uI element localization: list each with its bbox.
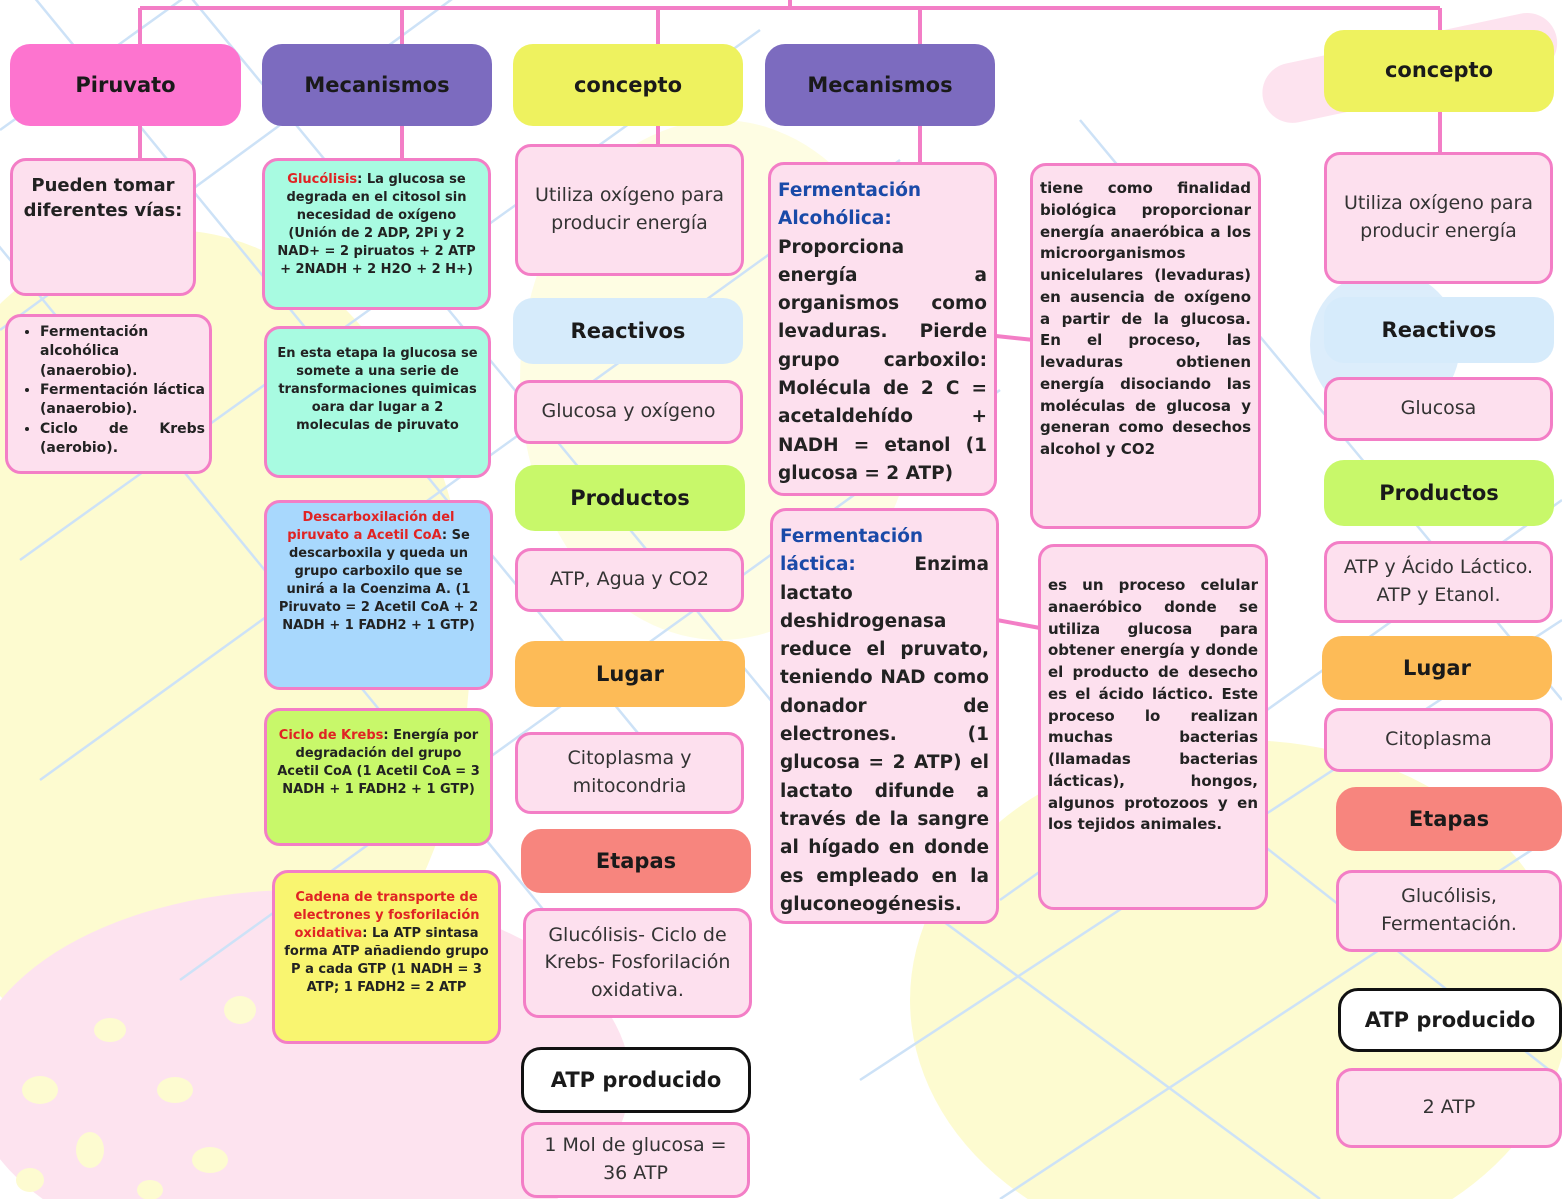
atp-header-1: ATP producido: [521, 1047, 751, 1113]
list-item: • Fermentación alcohólica (anaerobio).: [40, 323, 205, 381]
etapas-header-1: Etapas: [521, 829, 751, 893]
reactivos-box-2: Glucosa: [1324, 377, 1553, 441]
productos-box-1: ATP, Agua y CO2: [515, 548, 744, 612]
concepto-header-2: concepto: [1324, 30, 1554, 112]
nota-alcoholica-box: tiene como finalidad biológica proporcionar energía anaeróbica a los microorganismos unicelulares (levaduras) en ausencia de oxígeno a partir de la glucosa. En el proceso, las levaduras obtienen energía disociando las moléculas de glucosa y generan como desechos alcohol y CO2: [1030, 163, 1261, 529]
lugar-box-1: Citoplasma y mitocondria: [515, 732, 744, 814]
productos-header-2: Productos: [1324, 460, 1554, 526]
descarboxilacion-term: Descarboxilación del piruvato a Acetil CoA: [287, 510, 455, 543]
etapas-box-2: Glucólisis, Fermentación.: [1336, 870, 1562, 952]
cadena-term: Cadena de transporte de electrones y fosforilación oxidativa: [293, 890, 480, 941]
vias-list-box: [5, 314, 212, 474]
glucolisis-box: Glucólisis: La glucosa se degrada en el citosol sin necesidad de oxígeno (Unión de 2 ADP, 2Pi y 2 NAD+ = 2 piruatos + 2 ATP + 2NADH + 2 H2O + 2 H+): [262, 158, 491, 310]
mecanismos-header-2: Mecanismos: [765, 44, 995, 126]
atp-box-1: 1 Mol de glucosa = 36 ATP: [521, 1122, 750, 1198]
lugar-header-2: Lugar: [1322, 636, 1552, 700]
atp-box-2: 2 ATP: [1336, 1068, 1562, 1148]
piruvato-header: Piruvato: [10, 44, 241, 126]
concepto-header-1: concepto: [513, 44, 743, 126]
reactivos-header-2: Reactivos: [1324, 297, 1554, 363]
etapa-glucosa-box: En esta etapa la glucosa se somete a una serie de transformaciones quimicas oara dar lugar a 2 moleculas de piruvato: [264, 326, 491, 478]
etapas-box-1: Glucólisis- Ciclo de Krebs- Fosforilación oxidativa.: [523, 908, 752, 1018]
cadena-box: Cadena de transporte de electrones y fosforilación oxidativa: La ATP sintasa forma ATP añadiendo grupo P a cada GTP (1 NADH = 3 ATP; 1 FADH2 = 2 ATP: [272, 870, 501, 1044]
fermentacion-lactica-term: Fermentación láctica:: [780, 526, 924, 576]
etapas-header-2: Etapas: [1336, 787, 1562, 851]
lugar-box-2: Citoplasma: [1324, 708, 1553, 772]
glucolisis-term: Glucólisis: [287, 172, 358, 187]
productos-box-2: ATP y Ácido Láctico. ATP y Etanol.: [1324, 541, 1553, 623]
fermentacion-alcoholica-term: Fermentación Alcohólica:: [778, 180, 922, 230]
mecanismos-header-1: Mecanismos: [262, 44, 492, 126]
descarboxilacion-box: Descarboxilación del piruvato a Acetil CoA: Se descarboxila y queda un grupo carboxilo que se unirá a la Coenzima A. (1 Piruvato = 2 Acetil CoA + 2 NADH + 1 FADH2 + 1 GTP): [264, 500, 493, 690]
krebs-box: Ciclo de Krebs: Energía por degradación del grupo Acetil CoA (1 Acetil CoA = 3 NADH + 1 FADH2 + 1 GTP): [264, 708, 493, 846]
productos-header-1: Productos: [515, 465, 745, 531]
nota-lactica-box: es un proceso celular anaeróbico donde se utiliza glucosa para obtener energía y donde el producto de desecho es el ácido láctico. Este proceso lo realizan muchas bacterias (llamadas bacterias lácticas), hongos, algunos protozoos y en los tejidos animales.: [1038, 544, 1268, 910]
reactivos-box-1: Glucosa y oxígeno: [514, 380, 743, 444]
lugar-header-1: Lugar: [515, 641, 745, 707]
fermentacion-alcoholica-box: Fermentación Alcohólica: Proporciona energía a organismos como levaduras. Pierde grupo carboxilo: Molécula de 2 C = acetaldehído + NADH = etanol (1 glucosa = 2 ATP): [768, 162, 997, 496]
vias-list: [20, 323, 205, 458]
krebs-term: Ciclo de Krebs: [278, 728, 384, 743]
concepto-box-2: Utiliza oxígeno para producir energía: [1324, 152, 1553, 284]
fermentacion-lactica-box: Fermentación láctica: Enzima lactato deshidrogenasa reduce el pruvato, teniendo NAD como donador de electrones. (1 glucosa = 2 ATP) el lactato difunde a través de la sangre al hígado en donde es empleado en la gluconeogénesis.: [770, 508, 999, 924]
concepto-box-1: Utiliza oxígeno para producir energía: [515, 144, 744, 276]
reactivos-header-1: Reactivos: [513, 298, 743, 364]
list-item: • Fermentación láctica (anaerobio).: [40, 381, 205, 420]
atp-header-2: ATP producido: [1338, 988, 1562, 1052]
vias-box: Pueden tomar diferentes vías:: [10, 158, 196, 296]
list-item: • Ciclo de Krebs (aerobio).: [40, 420, 205, 459]
